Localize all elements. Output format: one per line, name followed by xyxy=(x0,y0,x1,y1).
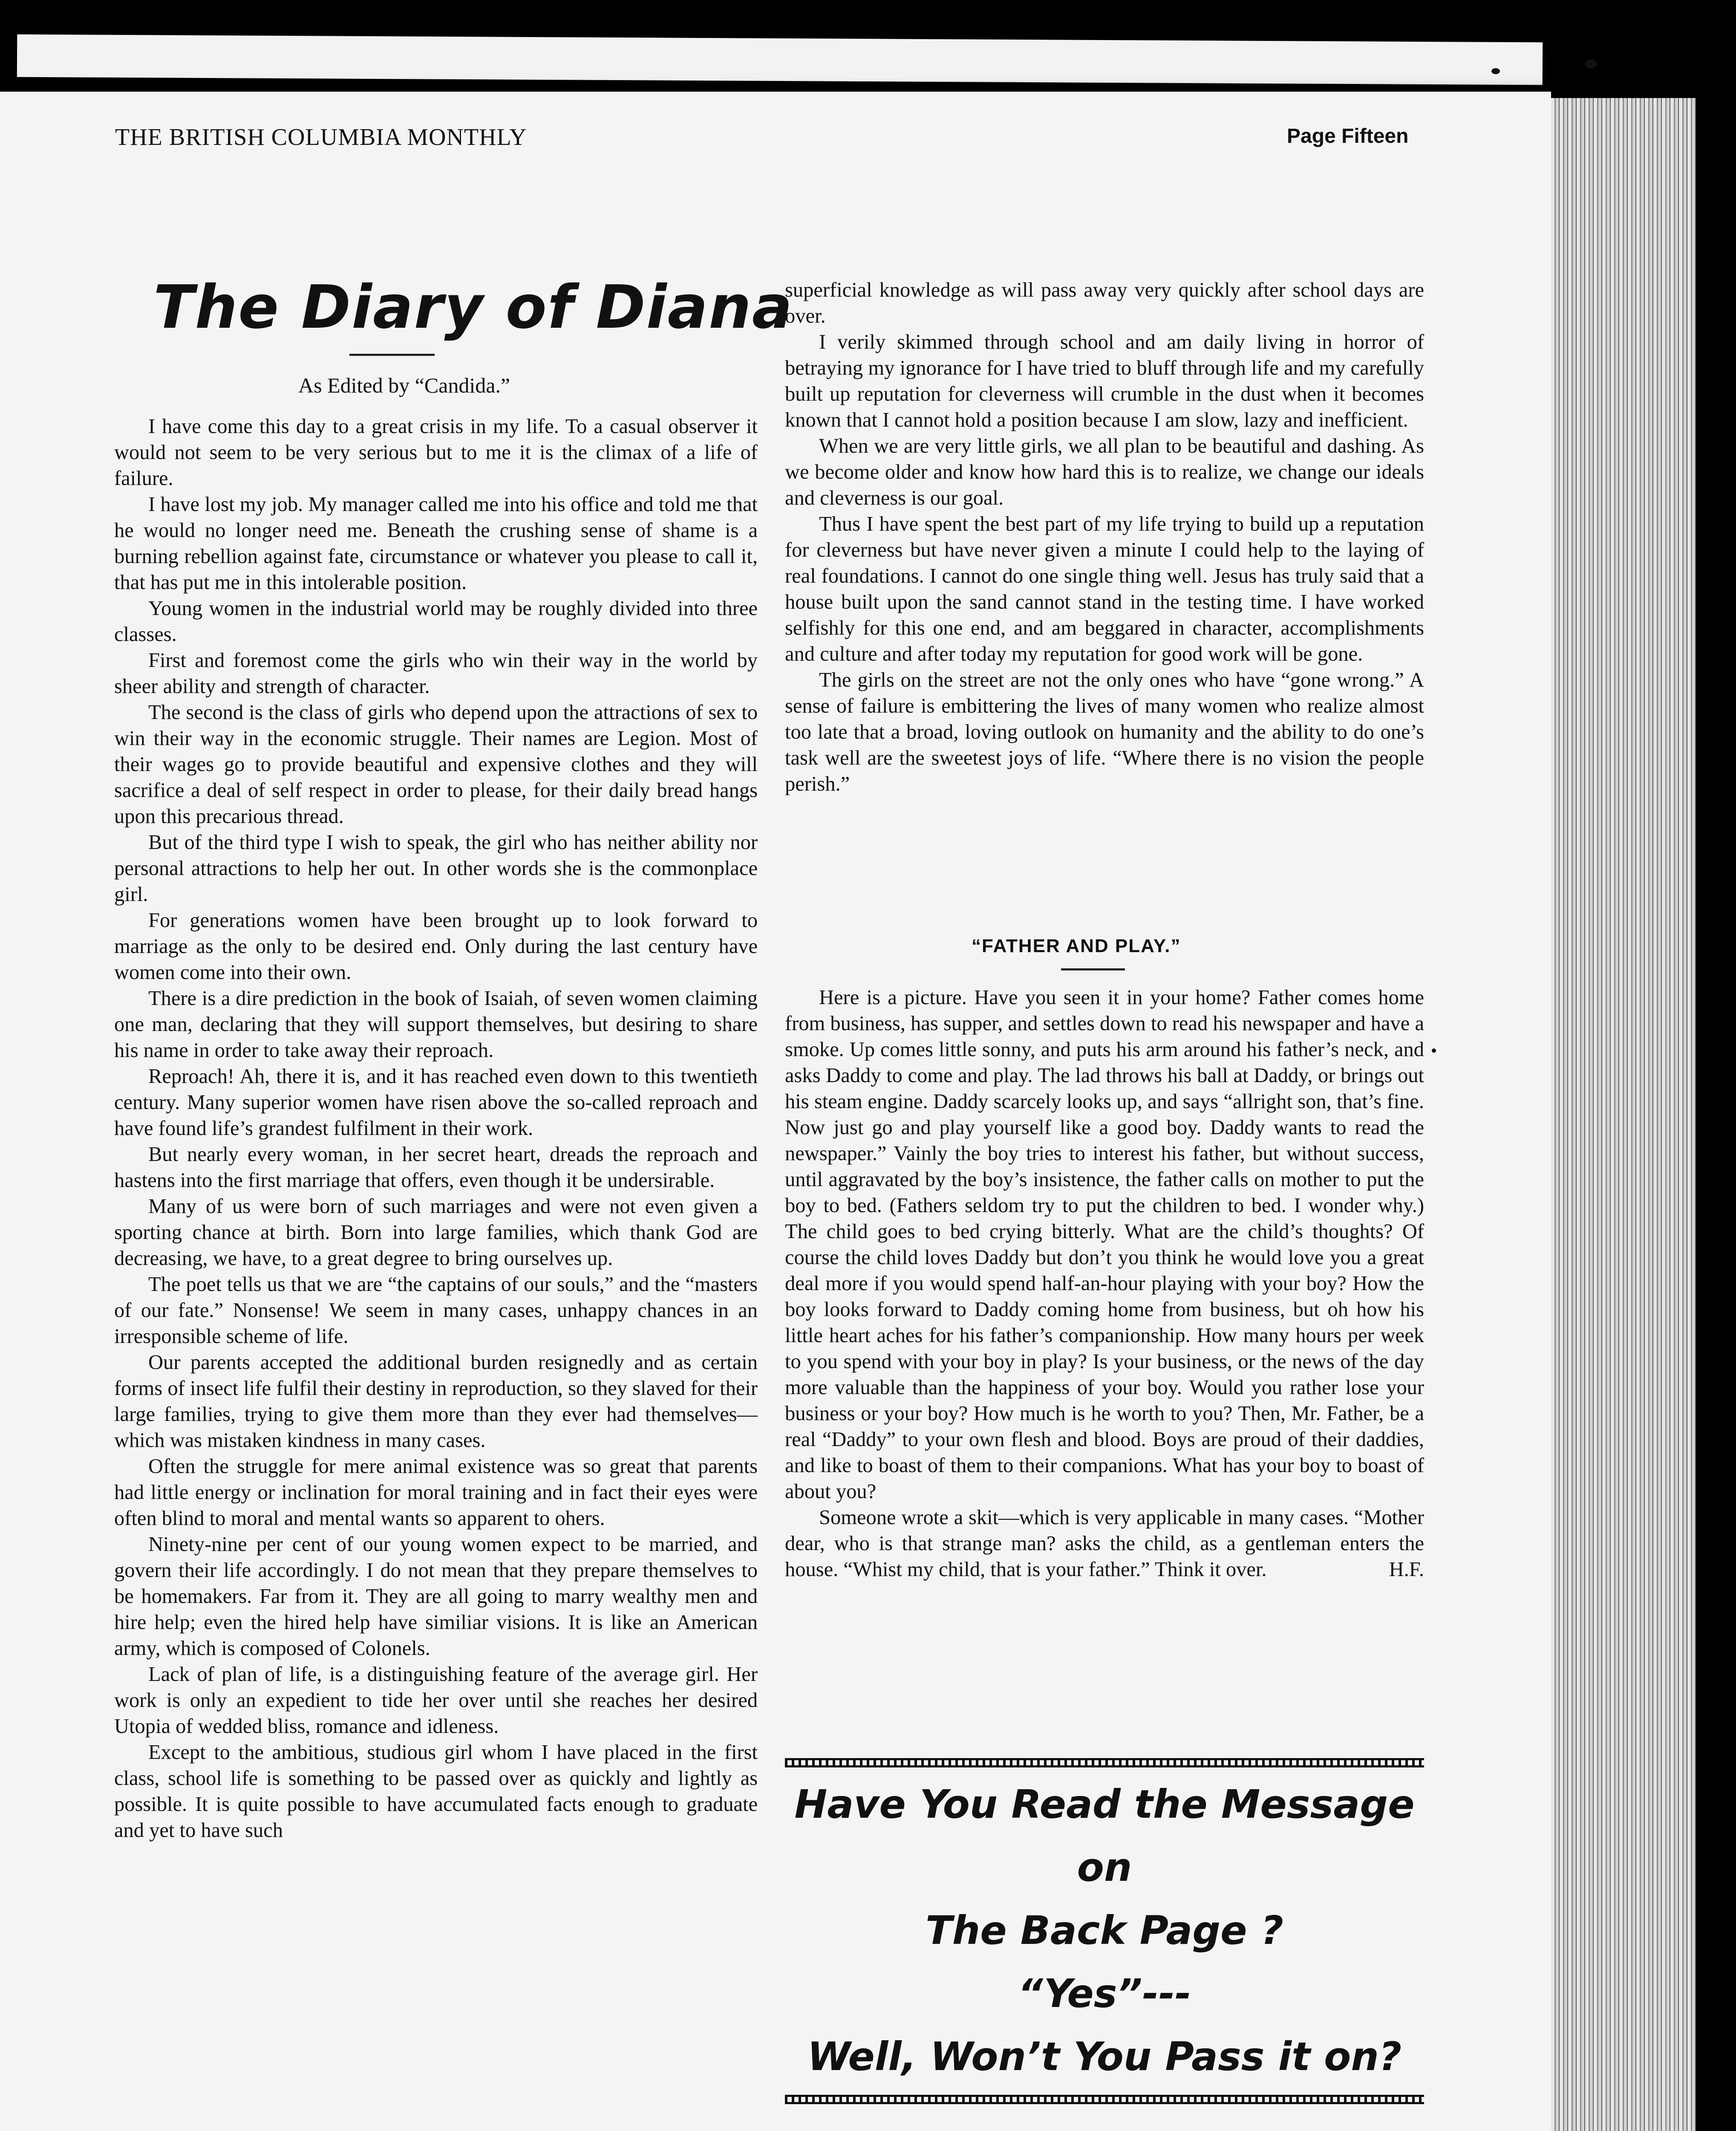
page-number: Page Fifteen xyxy=(1287,125,1409,147)
article-left-column xyxy=(114,413,758,1843)
paragraph: Lack of plan of life, is a distinguishing feature of the average girl. Her work is only an expedient to tide her over until she reaches her desired Utopia of wedded bliss, romance and idleness. xyxy=(114,1663,758,1738)
father-and-play-text xyxy=(785,985,1424,1582)
paragraph-text: Someone wrote a skit—which is very applicable in many cases. “Mother dear, who is that strange man? asks the child, as a gentleman enters the house. “Whist my child, that is your father.” Think it over. xyxy=(785,1506,1424,1581)
ad-line: Well, Won’t You Pass it on? xyxy=(807,2034,1402,2079)
paragraph: Young women in the industrial world may be roughly divided into three classes. xyxy=(114,597,758,646)
paragraph: When we are very little girls, we all plan to be beautiful and dashing. As we become older and know how hard this is to realize, we change our ideals and cleverness is our goal. xyxy=(785,435,1424,509)
paragraph: Many of us were born of such marriages and were not even given a sporting chance at birth. Born into large families, which thank God are decreasing, we have, to a great degree to bring ourselves up. xyxy=(114,1195,758,1270)
paragraph: Our parents accepted the additional burden resignedly and as certain forms of insect life fulfil their destiny in reproduction, so they slaved for their large families, trying to give them more than they ever had themselves—which was mistaken kindness in many cases. xyxy=(114,1351,758,1452)
paragraph: Often the struggle for mere animal existence was so great that parents had little energy or inclination for moral training and in fact their eyes were often blind to moral and mental wants so apparent to ohers. xyxy=(114,1455,758,1530)
ad-line: “Yes”--- xyxy=(1018,1971,1191,2016)
paragraph: I have lost my job. My manager called me into his office and told me that he would no longer need me. Beneath the crushing sense of shame is a burning rebellion against fate, circumstance or whatever you please to call it, that has put me in this intolerable position. xyxy=(114,493,758,594)
publication-header: THE BRITISH COLUMBIA MONTHLY xyxy=(115,124,527,150)
ad-top-border xyxy=(785,1758,1424,1767)
article-right-column xyxy=(785,277,1424,797)
paragraph: Reproach! Ah, there it is, and it has reached even down to this twentieth century. Many superior women have risen above the so-called reproach and have found life’s grandest fulfilment in their work. xyxy=(114,1065,758,1140)
paragraph: Ninety-nine per cent of our young women expect to be married, and govern their life accordingly. I do not mean that they prepare themselves to be homemakers. Far from it. They are all going to marry wealthy men and hire help; even the hired help have similiar visions. It is like an American army, which is composed of Colonels. xyxy=(114,1533,758,1660)
paragraph xyxy=(785,1504,1424,1582)
paragraph: I have come this day to a great crisis in my life. To a casual observer it would not seem to be very serious but to me it is the climax of a life of failure. xyxy=(114,415,758,490)
paragraph: Thus I have spent the best part of my life trying to build up a reputation for cleverness but have never given a minute I could help to the laying of real foundations. I cannot do one single thing well. Jesus has truly said that a house built upon the sand cannot stand in the testing time. I have worked selfishly for this one end, and am beggared in character, accomplishments and culture and after today my reputation for good work will be gone. xyxy=(785,513,1424,665)
article-title: The Diary of Diana xyxy=(153,273,793,342)
heading-rule xyxy=(1061,968,1125,970)
ad-line: The Back Page ? xyxy=(926,1908,1283,1953)
paragraph: There is a dire prediction in the book of Isaiah, of seven women claiming one man, declaring that they will support themselves, but desiring to share his name in order to take away their reproach. xyxy=(114,987,758,1062)
paragraph: But nearly every woman, in her secret heart, dreads the reproach and hastens into the first marriage that offers, even though it be undersirable. xyxy=(114,1143,758,1192)
paragraph: The second is the class of girls who depend upon the attractions of sex to win their way in the economic struggle. Their names are Legion. Most of their wages go to provide beautiful and expensive clothes and they will sacrifice a deal of self respect in order to please, for their daily bread hangs upon this precarious thread. xyxy=(114,701,758,828)
paragraph: The poet tells us that we are “the captains of our souls,” and the “masters of our fate.” Nonsense! We seem in many cases, unhappy chances in an irresponsible scheme of life. xyxy=(114,1273,758,1348)
signature: H.F. xyxy=(1389,1558,1424,1581)
ad-line: Have You Read the Message xyxy=(794,1782,1415,1827)
section-heading: “FATHER AND PLAY.” xyxy=(972,936,1181,956)
paragraph: Here is a picture. Have you seen it in your home? Father comes home from business, has supper, and settles down to read his newspaper and have a smoke. Up comes little sonny, and puts his arm around his father’s neck, and asks Daddy to come and play. The lad throws his ball at Daddy, or brings out his steam engine. Daddy scarcely looks up, and says “allright son, that’s fine. Now just go and play yourself like a good boy. Daddy wants to read the newspaper.” Vainly the boy tries to interest his father, but without success, until aggravated by the boy’s insistence, the father calls on mother to put the boy to bed. (Fathers seldom try to put the children to bed. I wonder why.) The child goes to bed crying bitterly. What are the child’s thoughts? Of course the child loves Daddy but don’t you think he would love you a great deal more if you would spend half-an-hour playing with your boy? How the boy looks forward to Daddy coming home from business, but oh how his little heart aches for his father’s companionship. How many hours per week to you spend with your boy in play? Is your business, or the news of the day more valuable than the happiness of your boy. Would you rather lose your business or your boy? How much is he worth to you? Then, Mr. Father, be a real “Daddy” to your own flesh and blood. Boys are proud of their daddies, and like to boast of them to their companions. What has your boy to boast of about you? xyxy=(785,986,1424,1503)
ink-blot xyxy=(1585,60,1597,68)
paragraph: I verily skimmed through school and am daily living in horror of betraying my ignorance for I have tried to bluff through life and my carefully built up reputation for cleverness will crumble in the dust when it becomes known that I cannot hold a position because I am slow, lazy and inefficient. xyxy=(785,331,1424,431)
paragraph: superficial knowledge as will pass away very quickly after school days are over. xyxy=(785,279,1424,327)
paragraph: Except to the ambitious, studious girl whom I have placed in the first class, school life is something to be passed over as quickly and lightly as possible. It is quite possible to have accumulated facts enough to graduate and yet to have such xyxy=(114,1741,758,1842)
paragraph: For generations women have been brought up to look forward to marriage as the only to be desired end. Only during the last century have women come into their own. xyxy=(114,909,758,984)
paragraph: But of the third type I wish to speak, the girl who has neither ability nor personal attractions to help her out. In other words she is the commonplace girl. xyxy=(114,831,758,906)
ad-bottom-border xyxy=(785,2095,1424,2104)
ink-blot xyxy=(1491,68,1500,74)
ink-blot xyxy=(1432,1048,1436,1053)
advertisement xyxy=(785,1773,1424,2088)
paragraph: First and foremost come the girls who win their way in the world by sheer ability and strength of character. xyxy=(114,649,758,698)
article-byline: As Edited by “Candida.” xyxy=(298,373,510,397)
ad-line: on xyxy=(1077,1845,1132,1890)
title-rule xyxy=(349,354,435,356)
paragraph: The girls on the street are not the only ones who have “gone wrong.” A sense of failure is embittering the lives of many women who realize almost too late that a broad, loving outlook on humanity and the ability to do one’s task well are the sweetest joys of life. “Where there is no vision the people perish.” xyxy=(785,669,1424,795)
